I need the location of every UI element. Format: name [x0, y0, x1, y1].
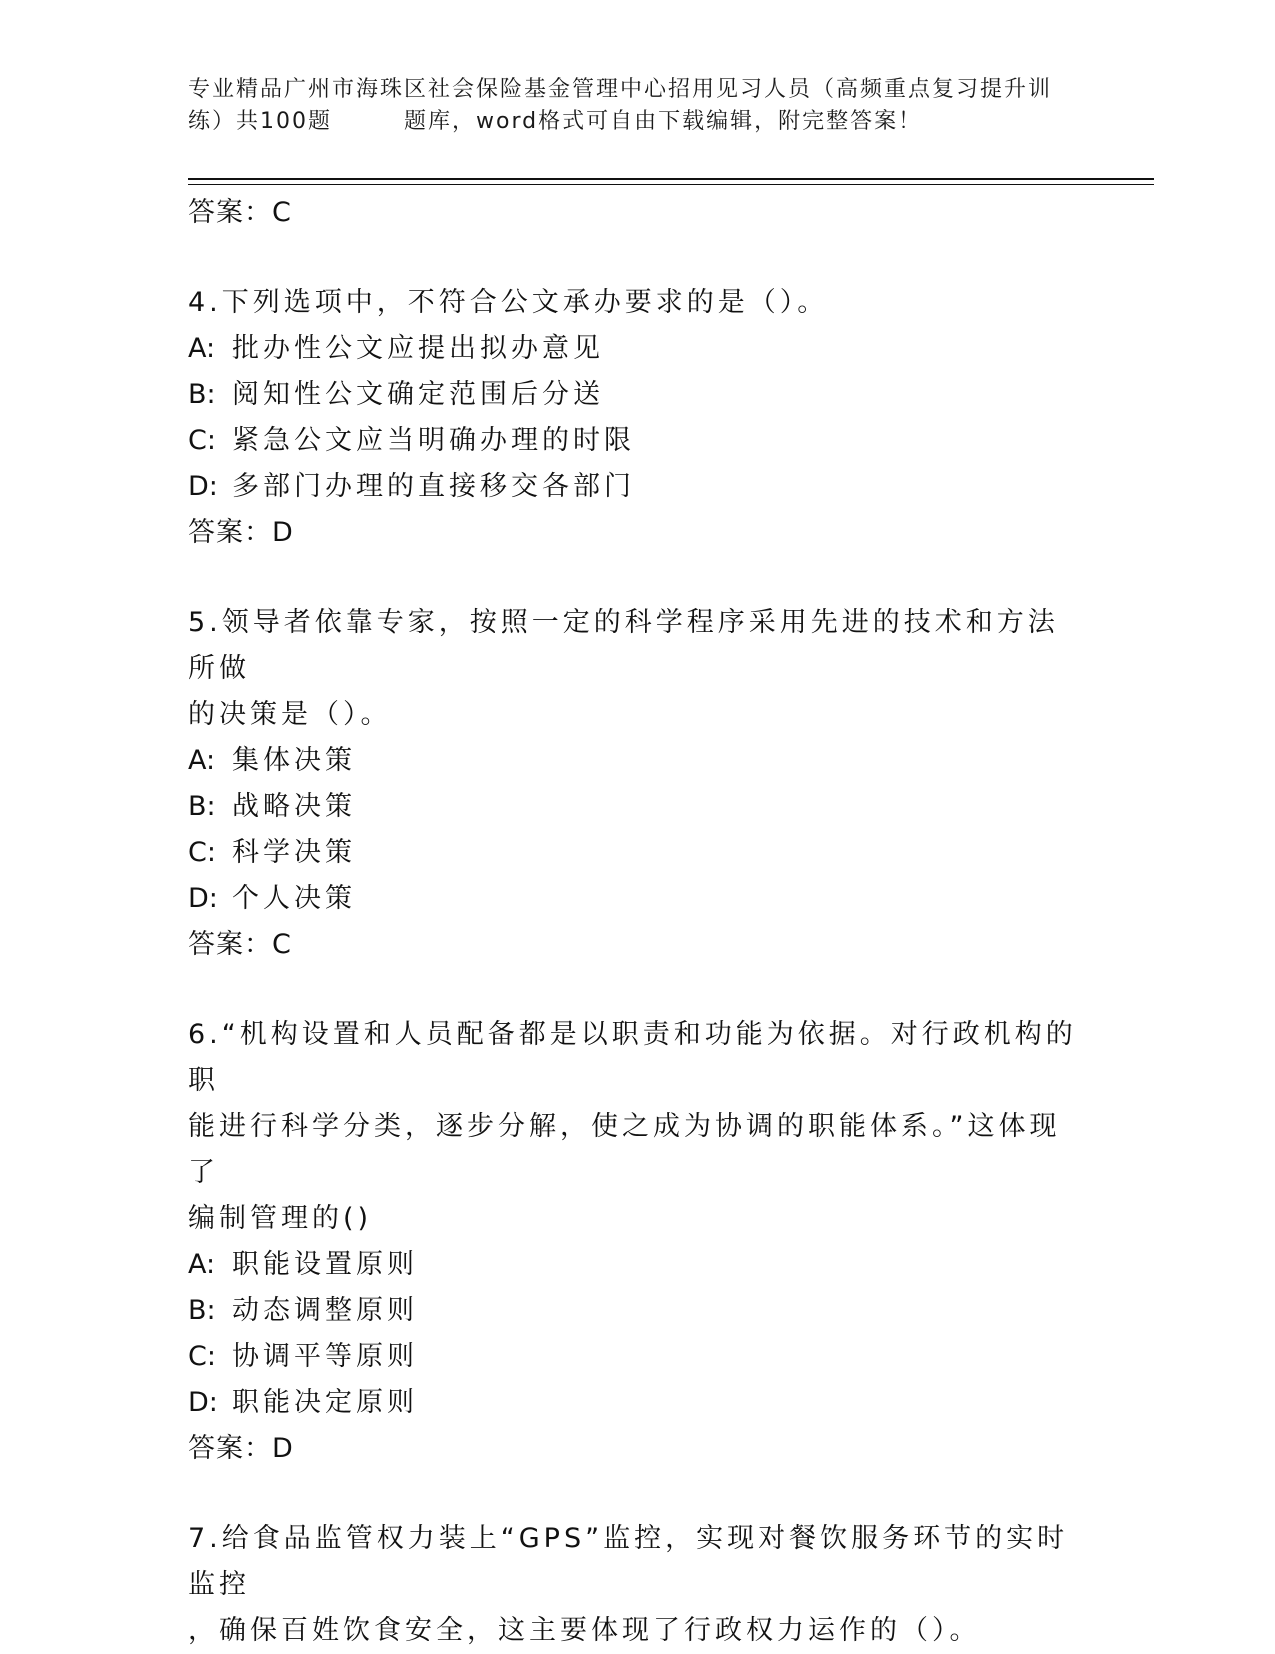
question-6 [188, 1012, 1088, 1472]
question-text: 4.下列选项中，不符合公文承办要求的是（）。 [188, 287, 829, 318]
header-title-line2 [188, 106, 1088, 138]
answer-line: 答案：D [188, 1433, 294, 1464]
question-text: 的决策是（）。 [188, 699, 392, 730]
question-text: 6.“机构设置和人员配备都是以职责和功能为依据。对行政机构的职 [188, 1019, 1077, 1096]
question-5 [188, 600, 1088, 968]
option-key: B: [188, 379, 216, 410]
question-7 [188, 1516, 1088, 1654]
answer-line: 答案：C [188, 929, 292, 960]
option-d [188, 876, 1088, 922]
header-title-part2: 题库，word格式可自由下载编辑，附完整答案！ [404, 109, 923, 134]
option-text: 批办性公文应提出拟办意见 [232, 333, 604, 364]
option-key: A: [188, 1249, 216, 1280]
option-c [188, 418, 1088, 464]
option-b [188, 784, 1088, 830]
option-b [188, 1288, 1088, 1334]
option-a [188, 326, 1088, 372]
header-title-part1: 练）共100题 [188, 109, 332, 134]
header-title-line1: 专业精品广州市海珠区社会保险基金管理中心招用见习人员（高频重点复习提升训 [188, 77, 1053, 102]
option-b [188, 372, 1088, 418]
option-key: C: [188, 837, 216, 868]
option-text: 科学决策 [232, 837, 356, 868]
option-text: 协调平等原则 [232, 1341, 418, 1372]
option-key: D: [188, 1387, 218, 1418]
option-c [188, 1334, 1088, 1380]
option-d [188, 464, 1088, 510]
answer-line: 答案：D [188, 517, 294, 548]
question-text: 5.领导者依靠专家，按照一定的科学程序采用先进的技术和方法所做 [188, 607, 1059, 684]
option-text: 动态调整原则 [232, 1295, 418, 1326]
option-key: D: [188, 883, 218, 914]
option-key: C: [188, 1341, 216, 1372]
header-divider-thin [188, 184, 1154, 185]
option-text: 战略决策 [232, 791, 356, 822]
question-4 [188, 280, 1088, 556]
question-text: 编制管理的() [188, 1203, 373, 1234]
question-list [188, 190, 1088, 1654]
question-text: 7.给食品监管权力装上“GPS”监控，实现对餐饮服务环节的实时监控 [188, 1523, 1069, 1600]
question-text: 能进行科学分类，逐步分解，使之成为协调的职能体系。”这体现了 [188, 1111, 1061, 1188]
option-a [188, 738, 1088, 784]
option-key: B: [188, 791, 216, 822]
option-text: 紧急公文应当明确办理的时限 [232, 425, 635, 456]
option-text: 阅知性公文确定范围后分送 [232, 379, 604, 410]
page-header [188, 74, 1088, 138]
option-a [188, 1242, 1088, 1288]
option-key: B: [188, 1295, 216, 1326]
option-key: C: [188, 425, 216, 456]
option-text: 职能决定原则 [232, 1387, 418, 1418]
option-key: A: [188, 333, 216, 364]
option-d [188, 1380, 1088, 1426]
option-text: 个人决策 [232, 883, 356, 914]
option-c [188, 830, 1088, 876]
option-text: 职能设置原则 [232, 1249, 418, 1280]
option-text: 集体决策 [232, 745, 356, 776]
previous-answer: 答案：C [188, 197, 292, 228]
header-divider-thick [188, 178, 1154, 180]
option-text: 多部门办理的直接移交各部门 [232, 471, 635, 502]
option-key: D: [188, 471, 218, 502]
question-text: ，确保百姓饮食安全，这主要体现了行政权力运作的（）。 [188, 1615, 981, 1646]
option-key: A: [188, 745, 216, 776]
